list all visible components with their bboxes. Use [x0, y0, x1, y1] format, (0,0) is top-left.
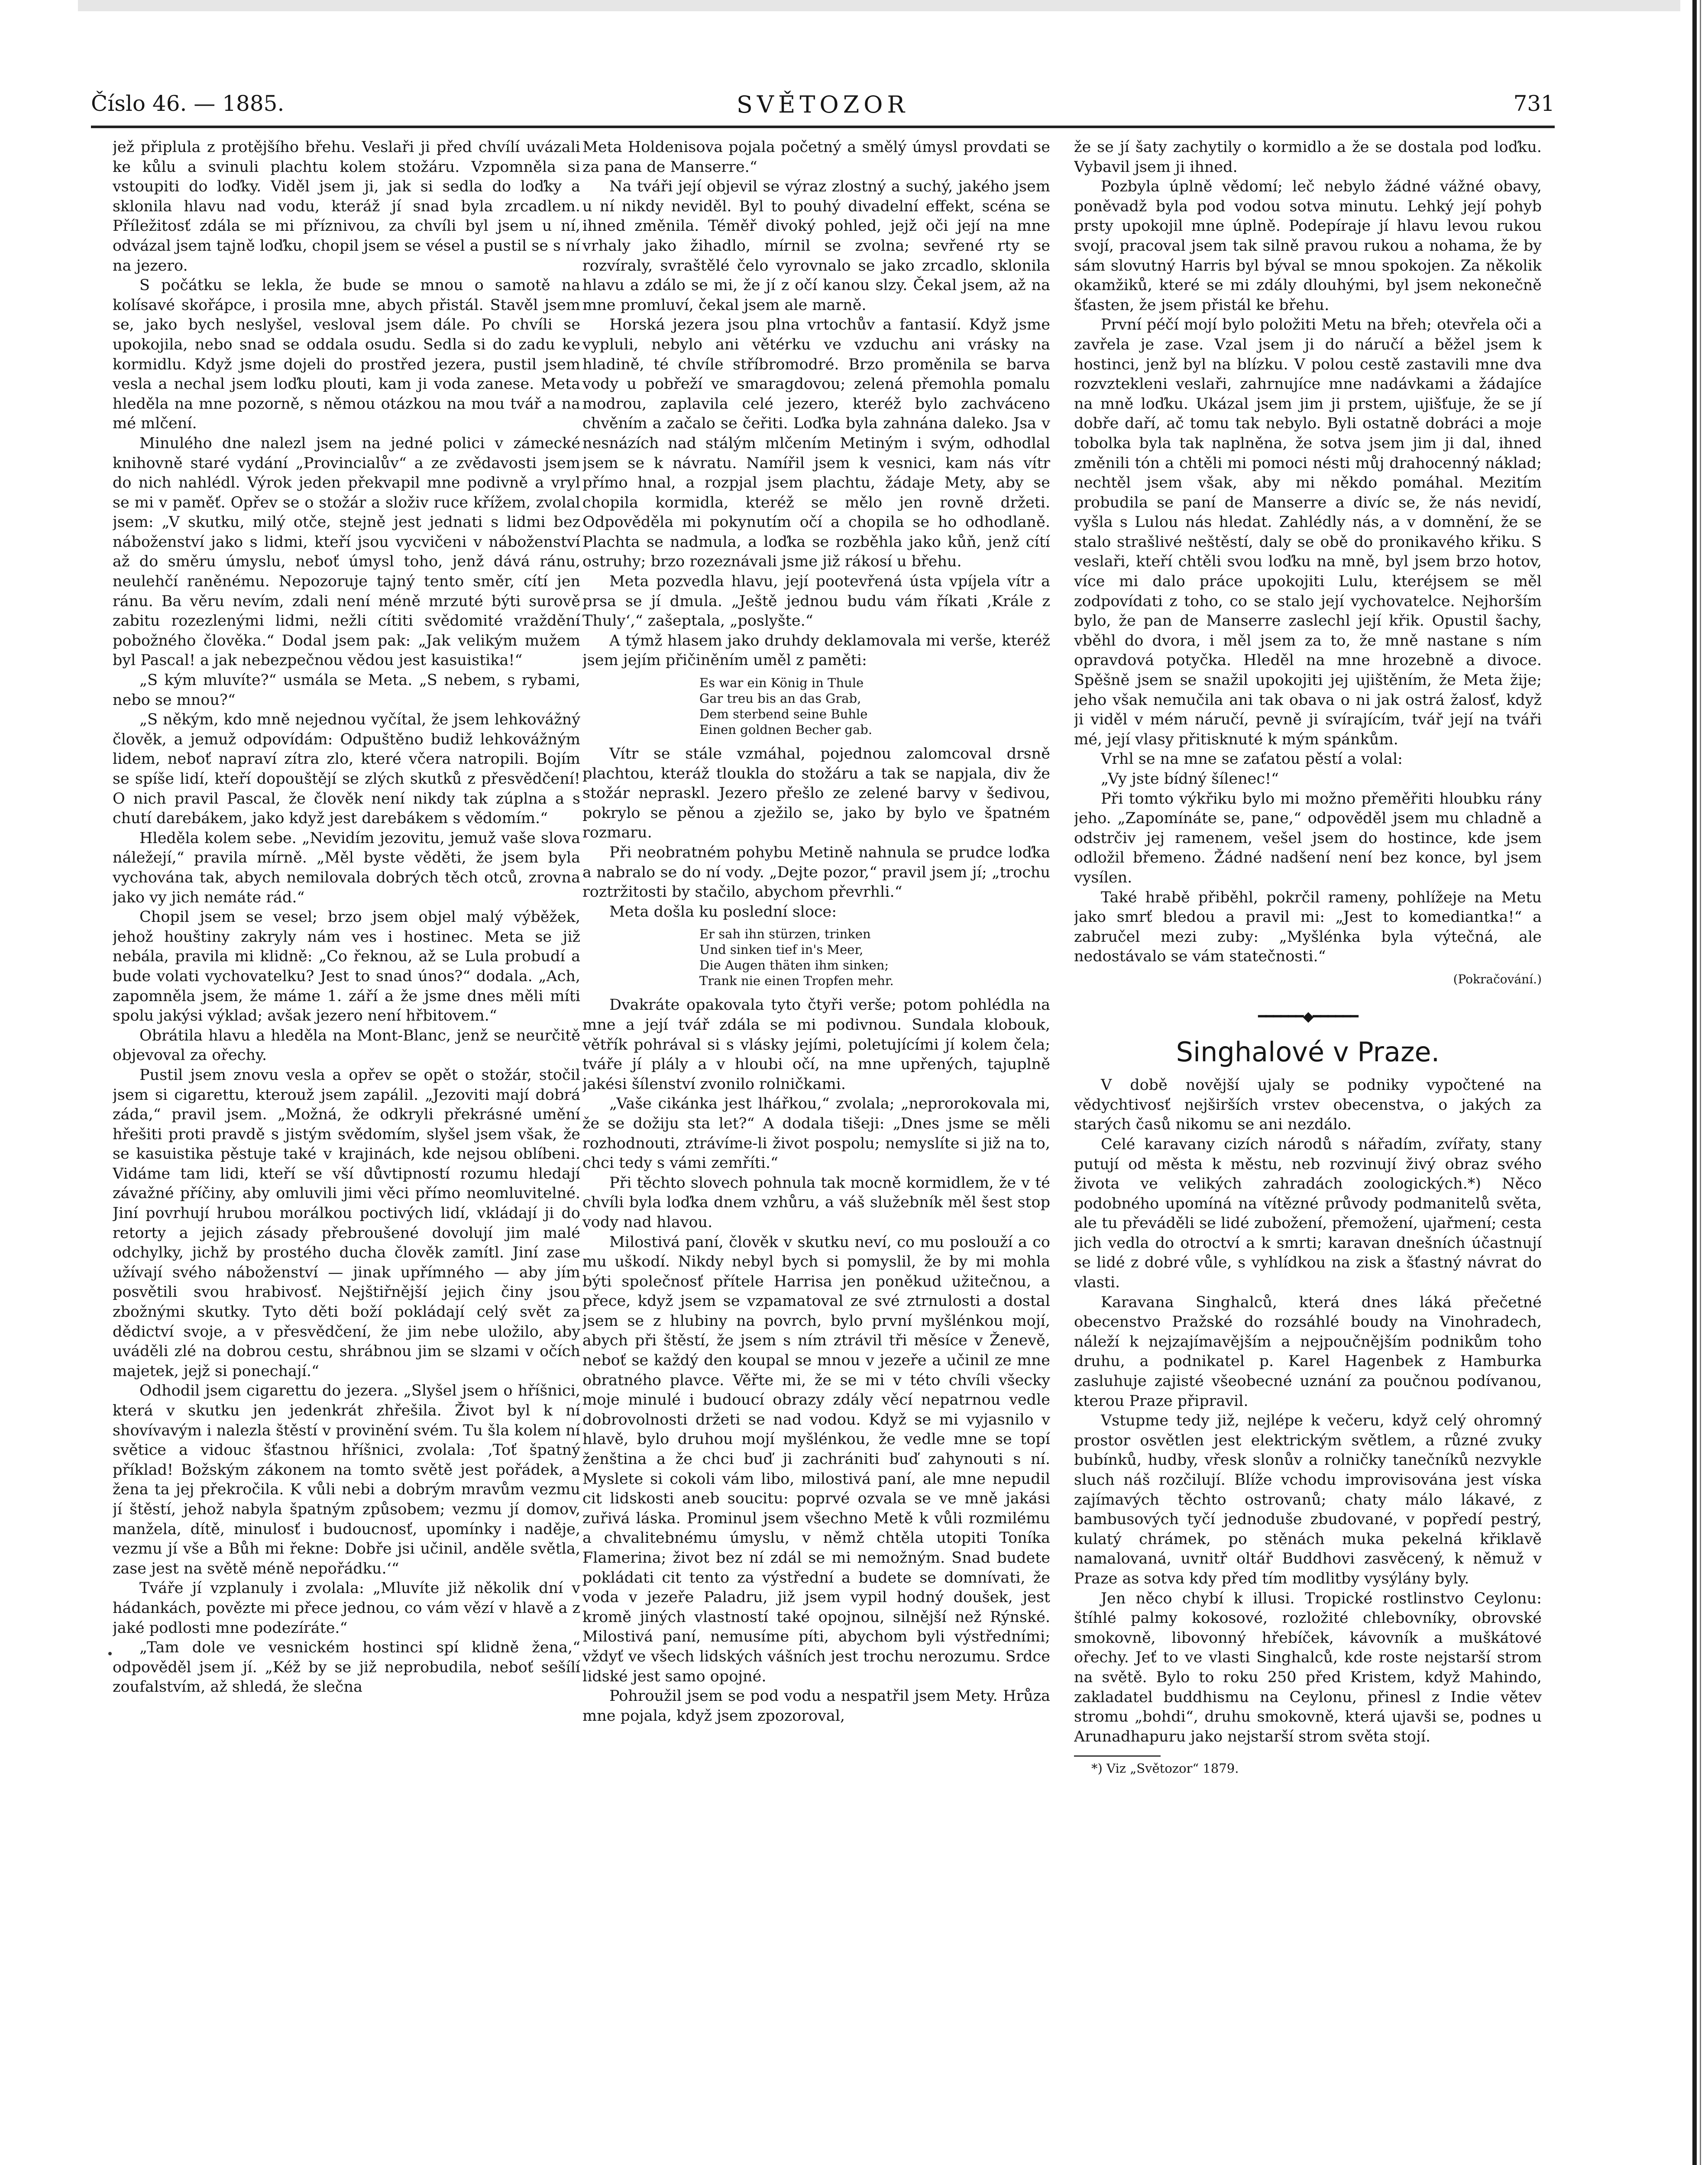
paragraph: „S někým, kdo mně nejednou vyčítal, že jsem lehkovážný člověk, a jemuž odpovídám: Odpuštěno budiž lehkovážným lidem, neboť napraví zítra zlo, které včera natropili. Bojím se spíše lidí, kteří dopouštějí se zlých skutků z přesvědčení! O nich pravil Pascal, že člověk není nikdy tak zúplna a s chutí darebákem, jako když jest darebákem s vědomím.“: [113, 711, 580, 827]
paragraph: Horská jezera jsou plna vrtochův a fantasií. Když jsme vypluli, nebylo ani větérku ve vzduchu ani vrásky na hladině, té chvíle stříbromodré. Brzo proměnila se barva vody u pobřeží ve smaragdovou; zelená přemohla pomalu modrou, zaplavila celé jezero, kteréž bylo zachváceno chvěním a začalo se čeřiti. Loďka byla zahnána daleko. Jsa v nesnázích nad stálým mlčením Metiným i svým, odhodlal jsem se k návratu. Namířil jsem k vesnici, kam nás vítr přímo hnal, a rozpjal jsem plachtu, žádaje Mety, aby se chopila kormidla, kteréž se mělo jen rovně držeti. Odpověděla mi pokynutím očí a chopila se ho odhodlaně. Plachta se nadmula, a loďka se rozběhla jako kůň, jenž cítí ostruhy; brzo rozeznávali jsme již rákosí u břehu.: [582, 316, 1050, 571]
verse-line: Trank nie einen Tropfen mehr.: [699, 973, 894, 989]
journal-title: SVĚTOZOR: [736, 91, 909, 118]
paragraph: Při těchto slovech pohnula tak mocně kormidlem, že v té chvíli byla loďka dnem vzhůru, a váš služebník měl šest stop vody nad hlavou.: [582, 1174, 1050, 1231]
paragraph: „Vy jste bídný šílenec!“: [1101, 770, 1279, 788]
paragraph: Jen něco chybí k illusi. Tropické rostlinstvo Ceylonu: štíhlé palmy kokosové, rozložité chlebovníky, obrovské smokovně, libovonný hřebíček, kávovník a muškátové ořechy. Jeť to ve vlasti Singhalců, kde roste nejstarší strom na světě. Bylo to roku 250 před Kristem, když Mahindo, zakladatel buddhismu na Ceylonu, přinesl z Indie větev stromu „bohdi“, druhu smokovně, která ujavši se, podnes u Arunadhapuru jako nejstarší strom světa stojí.: [1074, 1590, 1542, 1745]
verse-line: Und sinken tief in's Meer,: [699, 942, 864, 957]
scan-top-edge: [78, 0, 1680, 11]
paragraph: Pohroužil jsem se pod vodu a nespatřil jsem Mety. Hrůza mne pojala, když jsem zpozoroval,: [582, 1687, 1050, 1725]
section-ornament: ━━━━━━◆━━━━━━: [1258, 1008, 1358, 1024]
column-2: [582, 138, 1050, 2155]
verse-line: Die Augen thäten ihm sinken;: [699, 958, 889, 973]
paragraph: Při tomto výkřiku bylo mi možno přeměřiti hloubku rány jeho. „Zapomínáte se, pane,“ odpověděl jsem mu chladně a odstrčiv jej ramenem, vešel jsem do hostince, kde jsem odložil břemeno. Žádné nadšení není bez konce, byl jsem vysílen.: [1074, 790, 1542, 886]
verse-thule-2: [582, 926, 1050, 989]
paragraph: že se jí šaty zachytily o kormidlo a že se dostala pod loďku. Vybavil jsem ji ihned.: [1074, 139, 1542, 176]
paragraph: A týmž hlasem jako druhdy deklamovala mi verše, kteréž jsem jejím přičiněním uměl z paměti:: [582, 632, 1050, 669]
verse-line: Er sah ihn stürzen, trinken: [699, 927, 871, 942]
verse-line: Gar treu bis an das Grab,: [699, 691, 861, 706]
paragraph: Při neobratném pohybu Metině nahnula se prudce loďka a nabralo se do ní vody. „Dejte pozor,“ pravil jsem jí; „trochu roztržitosti by stačilo, abychom převrhli.“: [582, 844, 1050, 901]
paragraph: „Vaše cikánka jest lhářkou,“ zvolala; „neprorokovala mi, že se dožiju sta let?“ A dodala tišeji: „Dnes jsme se měli rozhodnouti, ztrávíme-li život pospolu; nemyslíte si již na to, chci tedy s vámi zemříti.“: [582, 1095, 1050, 1172]
issue-number: Číslo 46. — 1885.: [91, 91, 285, 116]
paragraph: Na tváři její objevil se výraz zlostný a suchý, jakého jsem u ní nikdy neviděl. Byl to pouhý divadelní effekt, scéna se ihned změnila. Téměř divoký pohled, jejž oči její na mne vrhaly jako žihadlo, mírnil se zvolna; sevřené rty se rozvíraly, svraštělé čelo vyrovnalo se jako zrcadlo, sklonila hlavu a zdálo se mi, že jí z očí kanou slzy. Čekal jsem, až na mne promluví, čekal jsem ale marně.: [582, 178, 1050, 314]
paragraph: Pozbyla úplně vědomí; leč nebylo žádné vážné obavy, poněvadž byla pod vodou sotva minutu. Lehký její pohyb prsty upokojil mne úplně. Podepíraje jí hlavu levou rukou svojí, pracoval jsem tak silně pravou rukou a nohama, že by sám slovutný Harris byl býval se mnou spokojen. Za několik okamžiků, které se mi zdály dlouhými, byl jsem nekonečně šťasten, že jsem přistál ke břehu.: [1074, 178, 1542, 314]
paragraph: Milostivá paní, člověk v skutku neví, co mu poslouží a co mu uškodí. Nikdy nebyl bych si pomyslil, že by mi mohla býti společnosť přítele Harrisa jen poněkud užitečnou, a přece, když jsem se vzpamatoval ze své ztrnulosti a dostal jsem se z hlubiny na povrch, bylo první myšlénkou mojí, abych při štěstí, že jsem s ním ztrávil tři měsíce v Ženevě, neboť se každý den koupal se mnou v jezeře a učinil ze mne obratného plavce. Věřte mi, že se mi v této chvíli všecky moje minulé i budoucí obrazy zdály věcí nepatrnou vedle dobrovolnosti držeti se nad vodou. Když se mi vyjasnilo v hlavě, bylo druhou mojí myšlénkou, že vedle mne se topí ženština a že chci buď ji zachrániti buď zahynouti s ní. Myslete si cokoli vám libo, milostivá paní, ale mne nepudil cit lidskosti aneb soucitu: poprvé ozvala se ve mně jakási zuřivá láska. Prominul jsem všechno Metě k vůli rozmilému a chvalitebnému úmyslu, v němž chtěla utopiti Toníka Flamerina; život bez ní zdál se mi nemožným. Snad budete pokládati cit tento za výstřední a budete se domnívati, že voda v jezeře Paladru, již jsem vypil hodný doušek, jest kromě jiných vlastností také opojnou, silnější než Rýnské. Milostivá paní, nemusíme píti, abychom byli výstředními; vždyť ve všech lidských vášních jest trochu nerozumu. Srdce lidské jest samo opojné.: [582, 1233, 1050, 1685]
paragraph: Meta pozvedla hlavu, její pootevřená ústa vpíjela vítr a prsa se jí dmula. „Ještě jednou budu vám říkati ‚Krále z Thuly‘,“ zašeptala, „poslyšte.“: [582, 573, 1050, 630]
paragraph: Celé karavany cizích národů s nářadím, zvířaty, stany putují od města k městu, neb rozvinují živý obraz svého života ve velikých zahradách zoologických.*) Něco podobného upomíná na vítězné průvody podmanitelů světa, ale tu převáděli se lidé zubožení, přemožení, ujařmení; cesta jich vedla do otroctví a k smrti; karavan dnešních účastnují se lidé z dobré vůle, s vyhlídkou na zisk a šťastný návrat do vlasti.: [1074, 1135, 1542, 1292]
page-header: [91, 91, 1555, 130]
scan-right-border-thin: [1700, 0, 1701, 2165]
header-rule: [91, 126, 1555, 128]
column-2-text-a: [582, 138, 1050, 671]
column-1: [113, 138, 580, 2155]
paragraph: „Tam dole ve vesnickém hostinci spí klidně žena,“ odpověděl jsem jí. „Kéž by se již neprobudila, neboť sešílí zoufalstvím, až shledá, že slečna: [113, 1639, 580, 1696]
margin-mark: [108, 1652, 112, 1655]
paragraph: Meta Holdenisova pojala početný a smělý úmysl provdati se za pana de Manserre.“: [582, 139, 1050, 176]
paragraph: Dvakráte opakovala tyto čtyři verše; potom pohlédla na mne a její tvář zdála se mi podivnou. Sundala klobouk, větřík pohrával si s vlásky jejími, poletujícími jí kolem čela; tváře jí plály a v hloubi očí, na mne upřených, tajuplně jakési šílenství zvonilo rolničkami.: [582, 996, 1050, 1093]
paragraph: Pustil jsem znovu vesla a opřev se opět o stožár, stočil jsem si cigarettu, kterouž jsem zapálil. „Jezoviti mají dobrá záda,“ pravil jsem. „Možná, že odkryli překrásné umění hřešiti proti pravdě s jistým svědomím, slyšel jsem však, že se kasuistika pěstuje také v krajinách, kde nejsou oblíbeni. Vidáme tam lidi, kteří se vší důvtipností rozumu hledají závažné příčiny, aby omluvili jimi věci přímo neomluvitelné. Jiní povrhují hrubou morálkou poctivých lidí, vkládají ji do retorty a jejich zásady přebroušené dovolují jim malé odchylky, jichž by prostého ducha člověk zamítl. Jiní zase užívají svého náboženství — jinak upřímného — aby jím posvětili svou hrabivosť. Nejštiřnější jejich činy jsou zbožnými skutky. Tyto děti boží pokládají celý svět za dědictví svoje, a v přesvědčení, že jim nebe uložilo, aby uváděli zlé na dobrou cestu, shrábnou jim se slzami v očích majetek, jejž si ponechají.“: [113, 1066, 580, 1380]
column-3-text: [1074, 138, 1542, 967]
paragraph: Vítr se stále vzmáhal, pojednou zalomcoval drsně plachtou, kteráž tloukla do stožáru a tak se napjala, div že stožár nepraskl. Jezero přešlo ze zelené barvy v šedivou, pokrylo se pěnou a zježilo se, jako by bylo ve špatném rozmaru.: [582, 745, 1050, 842]
column-2-text-c: [582, 995, 1050, 1726]
paragraph: S počátku se lekla, že bude se mnou o samotě na kolísavé skořápce, i prosila mne, abych přistál. Stavěl jsem se, jako bych neslyšel, vesloval jsem dále. Po chvíli se upokojila, nebo snad se oddala osudu. Sedla si do zadu ke kormidlu. Když jsme dojeli do prostřed jezera, pustil jsem vesla a nechal jsem loďku plouti, kam ji voda zanese. Meta hleděla na mne pozorně, s němou otázkou na mou tvář a na mé mlčení.: [113, 277, 580, 433]
paragraph: Odhodil jsem cigarettu do jezera. „Slyšel jsem o hříšnici, která v skutku jen jedenkrát zhřešila. Život byl k ní shovívavým i nalezla štěstí v provinění svém. Tu šla kolem ní světice a vidouc šťastnou hříšnici, zvolala: ‚Toť špatný příklad! Božským zákonem na tomto světě jest pořádek, a žena ta jej překročila. K vůli nebi a dobrým mravům vezmu jí štěstí, jehož nabyla špatným způsobem; vezmu jí domov, manžela, dítě, minulosť i budoucnosť, upomínky i naděje, vezmu jí vše a Bůh mi řekne: Dobře jsi učinil, anděle světla, zase jest na světě méně nepořádku.‘“: [113, 1382, 580, 1577]
paragraph: Obrátila hlavu a hleděla na Mont-Blanc, jenž se neurčitě objevoval za ořechy.: [113, 1027, 580, 1064]
paragraph: Meta došla ku poslední sloce:: [609, 903, 837, 921]
column-1-text: [113, 138, 580, 1697]
scan-right-border: [1692, 0, 1697, 2165]
section-text: [1074, 1076, 1542, 1747]
paragraph: Také hrabě přiběhl, pokrčil rameny, pohlížeje na Metu jako smrť bledou a pravil mi: „Jest to komediantka!“ a zabručel mezi zuby: „Myšlénka byla výtečná, ale nedostávalo se vám statečnosti.“: [1074, 889, 1542, 966]
paragraph: Minulého dne nalezl jsem na jedné polici v zámecké knihovně staré vydání „Provincialův“ a ze zvědavosti jsem do nich nahlédl. Výrok jeden překvapil mne podivně a vryl se mi v paměť. Opřev se o stožár a složiv ruce křížem, zvolal jsem: „V skutku, milý otče, stejně jest jednati s lidmi bez náboženství jako s lidmi, kteří jsou vycvičeni v náboženství až do směru úmyslu, neboť úmysl toho, jenž dává ránu, neulehčí raněnému. Nepozoruje tajný tento směr, cítí jen ránu. Ba věru nevím, zdali není méně mrzuté býti surově zabitu rozezlenými lidmi, nežli cítiti svědomité vraždění pobožného člověka.“ Dodal jsem pak: „Jak velikým mužem byl Pascal! a jak nebezpečnou vědou jest kasuistika!“: [113, 434, 580, 669]
footnote-rule: [1074, 1755, 1161, 1757]
page-number: 731: [1513, 91, 1555, 116]
continued-note: (Pokračování.): [1453, 972, 1542, 986]
verse-line: Dem sterbend seine Buhle: [699, 707, 868, 722]
paragraph: Chopil jsem se vesel; brzo jsem objel malý výběžek, jehož houštiny zakryly nám ves i hostinec. Meta se již nebála, pravila mi klidně: „Co řeknou, až se Lula probudí a bude volati vychovatelku? Jest to snad únos?“ dodala. „Ach, zapomněla jsem, že máme 1. září a že jsme dnes měli míti spolu jakýsi výklad; avšak jezero není hřbitovem.“: [113, 908, 580, 1025]
paragraph: „S kým mluvíte?“ usmála se Meta. „S nebem, s rybami, nebo se mnou?“: [113, 672, 580, 709]
column-2-text-b: [582, 744, 1050, 922]
verse-line: Es war ein König in Thule: [699, 675, 864, 691]
paragraph: Tváře jí vzplanuly i zvolala: „Mluvíte již několik dní v hádankách, povězte mi přece jednou, co vám vězí v hlavě a z jaké podlosti mne podezíráte.“: [113, 1580, 580, 1637]
paragraph: První péčí mojí bylo položiti Metu na břeh; otevřela oči a zavřela je zase. Vzal jsem ji do náručí a běžel jsem k hostinci, jenž byl na blízku. V polou cestě zastavili mne dva rozvztekleni veslaři, zahrnujíce mne nadávkami a žádajíce na mně loďku. Ukázal jsem jim ji prstem, ujišťuje, že se jí dobře daří, ač tomu tak nebylo. Byli ostatně dobráci a moje tobolka byla tak naplněna, že sotva jsem jim ji dal, ihned změnili tón a chtěli mi pomoci nésti můj drahocenný náklad; nechtěl jsem však, aby mi někdo pomáhal. Mezitím probudila se paní de Manserre a divíc se, že nás nevidí, vyšla s Lulou nás hledat. Zahlédly nás, a v domnění, že se stalo strašlivé neštěstí, daly se obě do pronikavého křiku. S veslaři, kteří chtěli svou loďku na mně, byl jsem brzo hotov, více mi dalo práce upokojiti Lulu, kteréjsem se měl zodpovídati z toho, co se stalo její vychovatelce. Nejhorším bylo, že pan de Manserre zaslechl její křik. Opustil šachy, vběhl do dvora, i měl jsem za to, že mně nastane s ním opravdová potyčka. Hleděl na mne hrozebně a divoce. Spěšně jsem se snažil upokojiti jej ujištěním, že Meta žije; jeho však nemučila ani tak obava o ni jak ostrá žalosť, když ji viděl v mém náručí, pevně ji svírajícím, tvář její na tváři mé, její vlasy přitisknuté k mým spánkům.: [1074, 316, 1542, 748]
column-3: [1074, 138, 1542, 2155]
paragraph: Hleděla kolem sebe. „Nevidím jezovitu, jemuž vaše slova náležejí,“ pravila mírně. „Měl byste věděti, že jsem byla vychována tak, abych nemilovala dobrých těch otců, zrovna jako vy jich nemáte rád.“: [113, 829, 580, 906]
paragraph: Vstupme tedy již, nejlépe k večeru, když celý ohromný prostor osvětlen jest elektrickým světlem, a různé zvuky bubínků, hudby, vřesk slonův a rolničky tanečníků nezvykle sluch náš rozčilují. Blíže vchodu improvisována jest víska zajímavých těchto ostrovanů; chaty málo lákavé, z bambusových tyčí jednoduše zbudované, v popředí pestrý, kulatý chrámek, po stěnách muka pekelná křiklavě namalovaná, uvnitř oltář Buddhovi zasvěcený, k němuž v Praze as sotva kdy před tím modlitby vysýlány byly.: [1074, 1412, 1542, 1587]
section-title: Singhalové v Praze.: [1176, 1036, 1440, 1068]
paragraph: V době novější ujaly se podniky vypočtené na vědychtivosť nejširších vrstev obecenstva, o jakých za starých časů nikomu se ani nezdálo.: [1074, 1076, 1542, 1134]
footnote: *) Viz „Světozor“ 1879.: [1091, 1761, 1239, 1776]
paragraph: Vrhl se na mne se zaťatou pěstí a volal:: [1101, 750, 1403, 768]
paragraph: Karavana Singhalců, která dnes láká přečetné obecenstvo Pražské do rozsáhlé boudy na Vinohradech, náleží k nejzajímavějším a nejpoučnějším podnikům toho druhu, a podnikatel p. Karel Hagenbek z Hamburka zasluhuje zajisté všeobecné uznání za poučnou podívanou, kterou Praze připravil.: [1074, 1293, 1542, 1410]
verse-line: Einen goldnen Becher gab.: [699, 722, 873, 737]
verse-thule-1: [582, 675, 1050, 737]
paragraph: jež připlula z protějšího břehu. Veslaři ji před chvílí uvázali ke kůlu a svinuli plachtu kolem stožáru. Vzpomněla si vstoupiti do loďky. Viděl jsem ji, jak si sedla do loďky a sklonila hlavu nad vodu, kteráž jí snad byla zrcadlem. Příležitosť zdála se mi příznivou, za chvíli byl jsem u ní, odvázal jsem tajně loďku, chopil jsem se vésel a pustil se s ní na jezero.: [113, 139, 580, 275]
